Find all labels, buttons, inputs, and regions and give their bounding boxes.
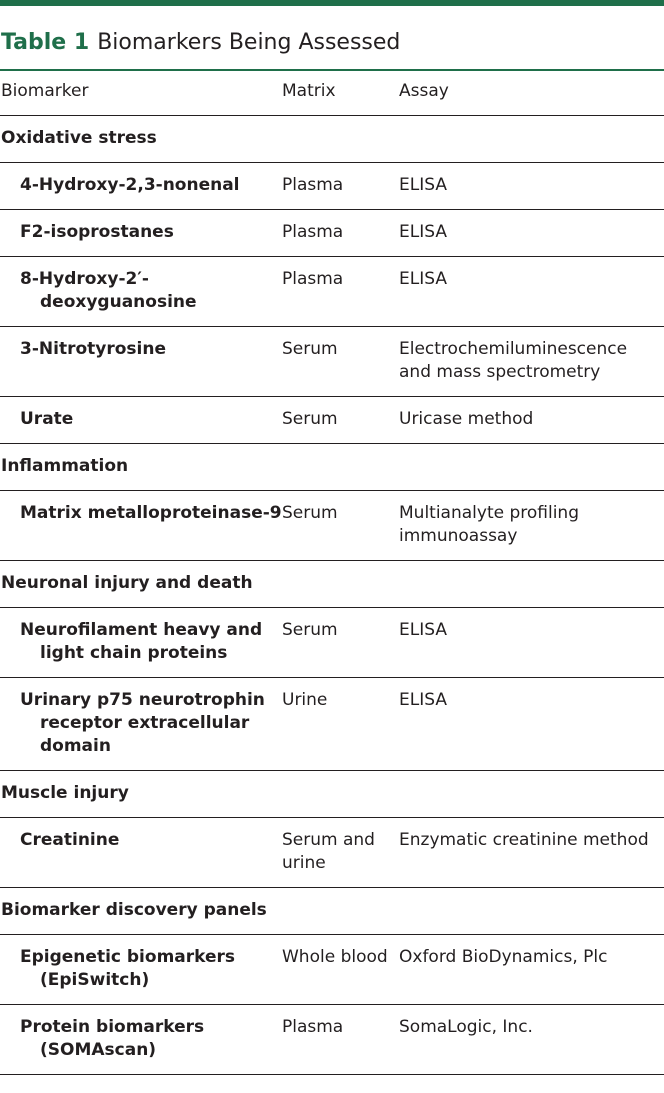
- section-row: [0, 771, 664, 818]
- cell-matrix: Urine: [282, 678, 399, 771]
- cell-assay: Oxford BioDynamics, Plc: [399, 935, 664, 1005]
- cell-assay: SomaLogic, Inc.: [399, 1005, 664, 1075]
- section-heading: Neuronal injury and death: [0, 561, 664, 608]
- cell-assay: ELISA: [399, 678, 664, 771]
- column-header-matrix: Matrix: [282, 71, 399, 116]
- table-row: [0, 1005, 664, 1075]
- biomarker-name: 8-Hydroxy-2′-deoxyguanosine: [20, 269, 197, 312]
- cell-assay: Uricase method: [399, 397, 664, 444]
- table-row: [0, 257, 664, 327]
- table-row: [0, 935, 664, 1005]
- cell-matrix: Serum: [282, 397, 399, 444]
- cell-biomarker: [0, 491, 282, 561]
- cell-biomarker: [0, 935, 282, 1005]
- cell-matrix: Whole blood: [282, 935, 399, 1005]
- cell-biomarker: [0, 257, 282, 327]
- cell-biomarker: [0, 397, 282, 444]
- section-row: [0, 116, 664, 163]
- section-row: [0, 444, 664, 491]
- section-heading: Muscle injury: [0, 771, 664, 818]
- table-row: [0, 163, 664, 210]
- section-row: [0, 561, 664, 608]
- biomarker-name: Urate: [20, 409, 74, 429]
- cell-assay: ELISA: [399, 163, 664, 210]
- biomarker-name: 3-Nitrotyrosine: [20, 339, 166, 359]
- column-header-biomarker: Biomarker: [0, 71, 282, 116]
- section-row: [0, 888, 664, 935]
- table-row: [0, 818, 664, 888]
- table-row: [0, 608, 664, 678]
- cell-matrix: Serum: [282, 491, 399, 561]
- cell-assay: ELISA: [399, 608, 664, 678]
- table-row: [0, 327, 664, 397]
- biomarker-name: Neurofilament heavy and light chain proteins: [20, 620, 263, 663]
- cell-matrix: Plasma: [282, 1005, 399, 1075]
- biomarker-name: Creatinine: [20, 830, 120, 850]
- column-header-assay: Assay: [399, 71, 664, 116]
- cell-matrix: Serum and urine: [282, 818, 399, 888]
- table-body: [0, 116, 664, 1075]
- cell-matrix: Plasma: [282, 163, 399, 210]
- cell-biomarker: [0, 608, 282, 678]
- cell-biomarker: [0, 678, 282, 771]
- cell-biomarker: [0, 818, 282, 888]
- cell-assay: ELISA: [399, 210, 664, 257]
- cell-assay: Enzymatic creatinine method: [399, 818, 664, 888]
- biomarker-name: Matrix metalloproteinase-9: [20, 503, 282, 523]
- section-heading: Oxidative stress: [0, 116, 664, 163]
- cell-assay: Electrochemiluminescence and mass spectrometry: [399, 327, 664, 397]
- biomarker-table: [0, 71, 664, 1075]
- table-row: [0, 678, 664, 771]
- cell-matrix: Plasma: [282, 210, 399, 257]
- cell-assay: Multianalyte profiling immunoassay: [399, 491, 664, 561]
- biomarker-name: 4-Hydroxy-2,3-nonenal: [20, 175, 240, 195]
- table-row: [0, 397, 664, 444]
- biomarker-name: F2-isoprostanes: [20, 222, 174, 242]
- table-row: [0, 210, 664, 257]
- section-heading: Biomarker discovery panels: [0, 888, 664, 935]
- cell-assay: ELISA: [399, 257, 664, 327]
- cell-matrix: Plasma: [282, 257, 399, 327]
- biomarker-name: Urinary p75 neurotrophin receptor extracellular domain: [20, 690, 265, 756]
- biomarker-name: Epigenetic biomarkers (EpiSwitch): [20, 947, 236, 990]
- cell-biomarker: [0, 163, 282, 210]
- table-row: [0, 491, 664, 561]
- biomarker-name: Protein biomarkers (SOMAscan): [20, 1017, 205, 1060]
- cell-matrix: Serum: [282, 608, 399, 678]
- table-number: Table 1: [1, 30, 90, 55]
- cell-biomarker: [0, 327, 282, 397]
- table-title: [0, 6, 664, 71]
- table-caption: Biomarkers Being Assessed: [97, 30, 401, 55]
- cell-biomarker: [0, 210, 282, 257]
- section-heading: Inflammation: [0, 444, 664, 491]
- header-row: [0, 71, 664, 116]
- cell-matrix: Serum: [282, 327, 399, 397]
- cell-biomarker: [0, 1005, 282, 1075]
